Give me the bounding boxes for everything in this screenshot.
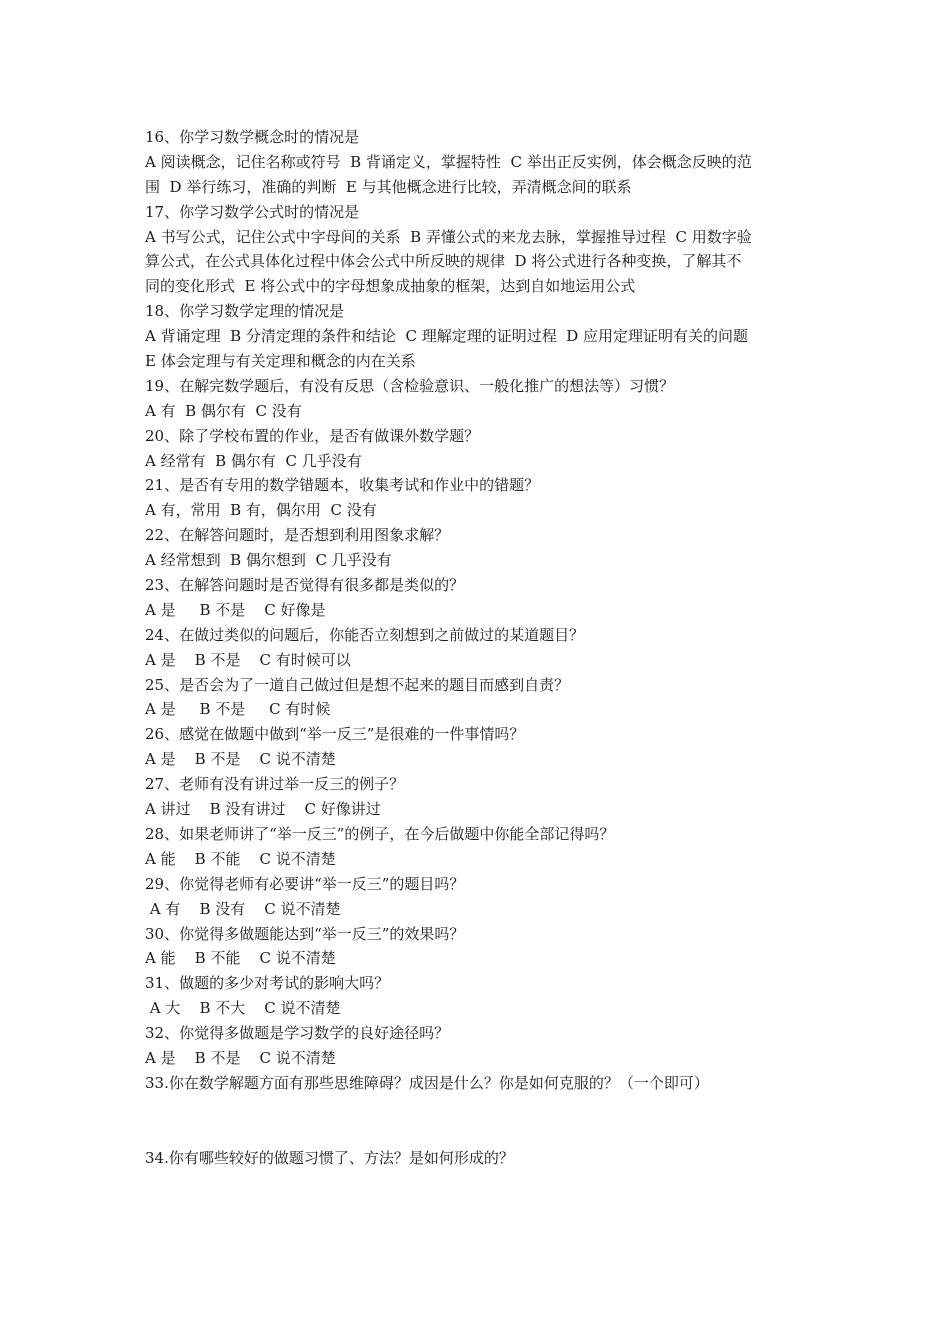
text-line: 23、在解答问题时是否觉得有很多都是类似的？ [145,576,465,595]
text-line: 21、是否有专用的数学错题本，收集考试和作业中的错题？ [145,476,540,495]
text-line: A 大 B 不大 C 说不清楚 [145,999,341,1018]
text-line: A 有 B 没有 C 说不清楚 [145,899,341,918]
text-line: A 有 B 偶尔有 C 没有 [145,401,302,420]
text-line: A 有，常用 B 有，偶尔用 C 没有 [145,501,377,520]
text-line: 28、如果老师讲了“举一反三”的例子，在今后做题中你能全部记得吗？ [145,824,615,843]
text-line: A 阅读概念，记住名称或符号 B 背诵定义，掌握特性 C 举出正反实例，体会概念反映的范 [145,152,752,171]
text-line: 29、你觉得老师有必要讲“举一反三”的题目吗？ [145,874,465,893]
blank-space [145,1096,815,1146]
text-line: 算公式，在公式具体化过程中体会公式中所反映的规律 D 将公式进行各种变换，了解其不 [145,252,742,271]
text-line: 围 D 举行练习，准确的判断 E 与其他概念进行比较，弄清概念间的联系 [145,177,632,196]
text-line: A 书写公式，记住公式中字母间的关系 B 弄懂公式的来龙去脉，掌握推导过程 C 用数字验 [145,227,752,246]
text-line: 34.你有哪些较好的做题习惯了、方法？是如何形成的？ [145,1148,514,1167]
text-line: A 是 B 不是 C 说不清楚 [145,1048,336,1067]
text-line: 24、在做过类似的问题后，你能否立刻想到之前做过的某道题目？ [145,625,585,644]
text-line: 20、除了学校布置的作业，是否有做课外数学题？ [145,426,480,445]
text-line: A 是 B 不是 C 有时候 [145,700,331,719]
text-line: 31、做题的多少对考试的影响大吗？ [145,974,390,993]
text-line: 32、你觉得多做题是学习数学的良好途径吗？ [145,1024,450,1043]
text-line: 16、你学习数学概念时的情况是 [145,128,360,146]
text-line: A 讲过 B 没有讲过 C 好像讲过 [145,800,381,819]
text-line: A 是 B 不是 C 说不清楚 [145,750,336,769]
text-line: A 背诵定理 B 分清定理的条件和结论 C 理解定理的证明过程 D 应用定理证明有关的问题 [145,327,749,346]
text-line: A 经常想到 B 偶尔想到 C 几乎没有 [145,551,392,570]
text-line: 30、你觉得多做题能达到“举一反三”的效果吗？ [145,924,465,943]
text-line: A 经常有 B 偶尔有 C 几乎没有 [145,451,362,470]
text-line: 33.你在数学解题方面有那些思维障碍？成因是什么？你是如何克服的？（一个即可） [145,1073,709,1092]
text-line: 22、在解答问题时，是否想到利用图象求解？ [145,526,450,545]
text-line: 19、在解完数学题后，有没有反思（含检验意识、一般化推广的想法等）习惯？ [145,376,675,395]
text-line: A 能 B 不能 C 说不清楚 [145,849,336,868]
text-line: 27、老师有没有讲过举一反三的例子？ [145,775,405,794]
text-line: A 是 B 不是 C 有时候可以 [145,650,351,669]
text-line: A 是 B 不是 C 好像是 [145,600,326,619]
survey-text [145,125,815,1170]
text-line: 26、感觉在做题中做到“举一反三”是很难的一件事情吗？ [145,725,525,744]
text-line: E 体会定理与有关定理和概念的内在关系 [145,352,416,371]
text-line: 25、是否会为了一道自己做过但是想不起来的题目而感到自责？ [145,675,570,694]
text-line: 17、你学习数学公式时的情况是 [145,202,360,221]
text-line: 18、你学习数学定理的情况是 [145,302,345,321]
text-line: 同的变化形式 E 将公式中的字母想象成抽象的框架，达到自如地运用公式 [145,277,636,296]
text-line: A 能 B 不能 C 说不清楚 [145,949,336,968]
